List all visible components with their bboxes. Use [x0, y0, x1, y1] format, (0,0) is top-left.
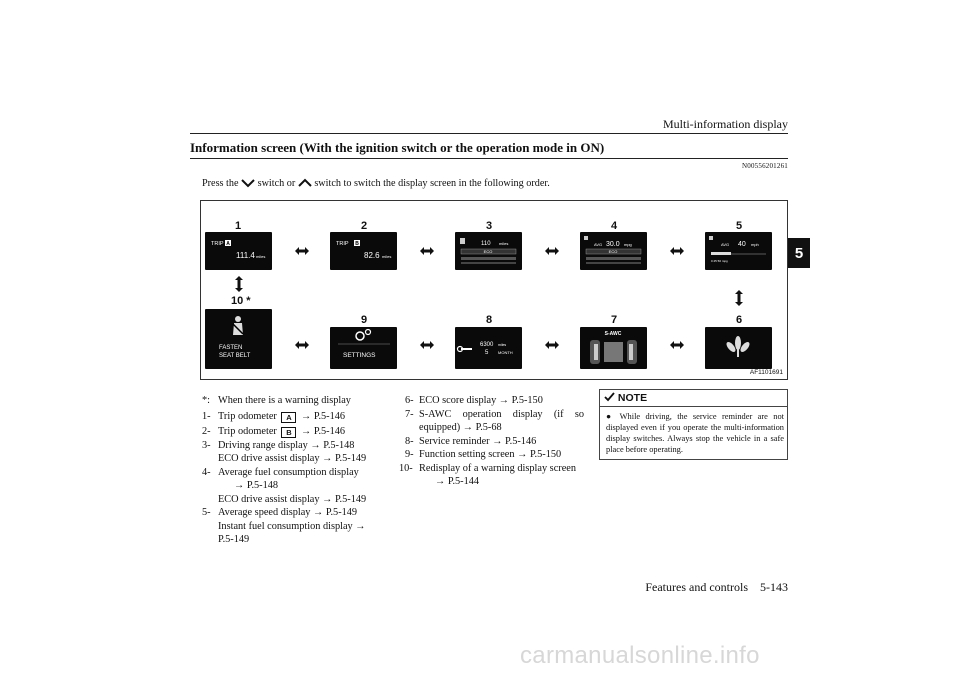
- screen-trip-b: [330, 232, 397, 270]
- instruction-text: [202, 178, 550, 189]
- screen-seatbelt-warning: [205, 309, 272, 369]
- list-item: 7- S-AWC operation display (if so equipped) → P.5-68: [405, 408, 584, 433]
- instruction-mid: switch or: [257, 178, 296, 189]
- trip-b-value: 82.6: [364, 251, 380, 260]
- note-box: [599, 389, 788, 460]
- double-arrow-icon: [419, 339, 435, 351]
- gear-icon: [356, 332, 364, 340]
- watermark: carmanualsonline.info: [520, 642, 760, 669]
- running-header-title: Multi-information display: [663, 117, 788, 131]
- screen-service-reminder: [455, 327, 522, 369]
- double-arrow-icon: [669, 339, 685, 351]
- fuel-pump-icon: [584, 236, 588, 240]
- legend-list-right: [399, 394, 584, 489]
- chevron-up-icon: [298, 178, 312, 188]
- page-footer: Features and controls 5-143: [645, 580, 788, 594]
- display-sequence-figure: [200, 200, 788, 380]
- note-text: ● While driving, the service reminder are not displayed even if you operate the multi-information display switches. Always stop the vehicle in a safe place before operating.: [606, 412, 784, 454]
- screen-label-10: 10 *: [231, 295, 251, 307]
- screen-label-2: 2: [361, 220, 368, 232]
- seatbelt-line1: FASTEN: [219, 345, 243, 351]
- instruction-post: switch to switch the display screen in the following order.: [314, 178, 550, 189]
- screen-driving-range: [455, 232, 522, 270]
- screen-settings: [330, 327, 397, 369]
- screen-eco-score: [705, 327, 772, 369]
- screen-s-awc: [580, 327, 647, 369]
- screen-avg-speed: [705, 232, 772, 270]
- header-rule: [190, 133, 788, 134]
- avg-speed-ticks: 0 25 50 mpg: [711, 259, 728, 263]
- screen-label-7: 7: [611, 314, 618, 326]
- screen-trip-a: [205, 232, 272, 270]
- screen-label-5: 5: [736, 220, 743, 232]
- double-arrow-icon: [294, 245, 310, 257]
- list-item: *: When there is a warning display: [202, 395, 351, 406]
- avg-fuel-avg: AVG: [594, 242, 603, 247]
- avg-fuel-eco: ECO: [608, 249, 618, 254]
- list-item: 2- Trip odometer B → P.5-146: [202, 426, 346, 437]
- list-item: 9- Function setting screen → P.5-150: [405, 449, 562, 460]
- avg-fuel-unit: mpg: [624, 242, 632, 247]
- avg-speed-value: 40: [738, 241, 746, 248]
- fuel-pump-icon: [460, 238, 465, 244]
- service-miles-value: 6300: [480, 342, 494, 348]
- instruction-pre: Press the: [202, 178, 239, 189]
- list-item: 4- Average fuel consumption display → P.5-148 ECO drive assist display → P.5-149: [202, 466, 367, 505]
- avg-speed-unit: mph: [751, 242, 759, 247]
- eco-leaf-icon: [725, 336, 751, 357]
- double-arrow-icon: [544, 339, 560, 351]
- trip-a-badge: A: [281, 412, 296, 423]
- trip-a-label: TRIP: [211, 241, 224, 247]
- list-item: 6- ECO score display → P.5-150: [405, 395, 543, 406]
- screen-label-6: 6: [736, 314, 743, 326]
- screen-avg-fuel: [580, 232, 647, 270]
- range-value: 110: [481, 241, 491, 247]
- service-months-unit: MONTH: [498, 350, 513, 355]
- list-item: 1- Trip odometer A → P.5-146: [202, 410, 346, 422]
- screen-label-8: 8: [486, 314, 493, 326]
- note-title: NOTE: [604, 392, 647, 404]
- trip-a-tag: A: [226, 241, 230, 247]
- trip-b-badge: B: [281, 427, 296, 438]
- seatbelt-icon: [235, 316, 241, 322]
- trip-a-unit: miles: [256, 254, 266, 259]
- double-arrow-icon: [544, 245, 560, 257]
- vertical-double-arrow-icon: [733, 289, 745, 307]
- trip-b-tag: B: [355, 241, 359, 247]
- chevron-down-icon: [241, 178, 255, 188]
- screen-label-3: 3: [486, 220, 493, 232]
- double-arrow-icon: [294, 339, 310, 351]
- service-months-value: 5: [485, 350, 489, 356]
- screen-label-4: 4: [611, 220, 618, 232]
- fuel-pump-icon: [709, 236, 713, 240]
- avg-fuel-value: 30.0: [606, 241, 620, 248]
- figure-id: AF1101691: [749, 369, 783, 376]
- trip-b-label: TRIP: [336, 241, 349, 247]
- list-item: 3- Driving range display → P.5-148 ECO drive assist display → P.5-149: [202, 439, 367, 464]
- vertical-double-arrow-icon: [233, 275, 245, 293]
- trip-a-value: 111.4: [236, 251, 255, 260]
- avg-speed-avg: AVG: [721, 242, 730, 247]
- double-arrow-icon: [419, 245, 435, 257]
- chapter-tab: 5: [788, 238, 810, 268]
- screen-label-9: 9: [361, 314, 368, 326]
- list-item: 5- Average speed display → P.5-149 Instant fuel consumption display → P.5-149: [202, 507, 366, 545]
- checkmark-icon: [604, 392, 615, 402]
- service-miles-unit: miles: [498, 343, 507, 347]
- seatbelt-line2: SEAT BELT: [219, 353, 251, 359]
- range-eco: ECO: [483, 249, 493, 254]
- list-item: 10- Redisplay of a warning display screen → P.5-144: [399, 462, 576, 487]
- double-arrow-icon: [669, 245, 685, 257]
- legend-list-left: [202, 394, 387, 547]
- s-awc-title: S-AWC: [604, 331, 622, 337]
- settings-title: SETTINGS: [343, 352, 376, 359]
- section-rule: [190, 158, 788, 159]
- section-heading: Information screen (With the ignition switch or the operation mode in ON): [190, 140, 605, 155]
- trip-b-unit: miles: [382, 254, 392, 259]
- screen-label-1: 1: [235, 220, 242, 232]
- section-code: N00556201261: [742, 162, 788, 170]
- list-item: 8- Service reminder → P.5-146: [405, 435, 537, 447]
- range-unit: miles: [499, 241, 509, 246]
- bullet-icon: ●: [606, 412, 620, 421]
